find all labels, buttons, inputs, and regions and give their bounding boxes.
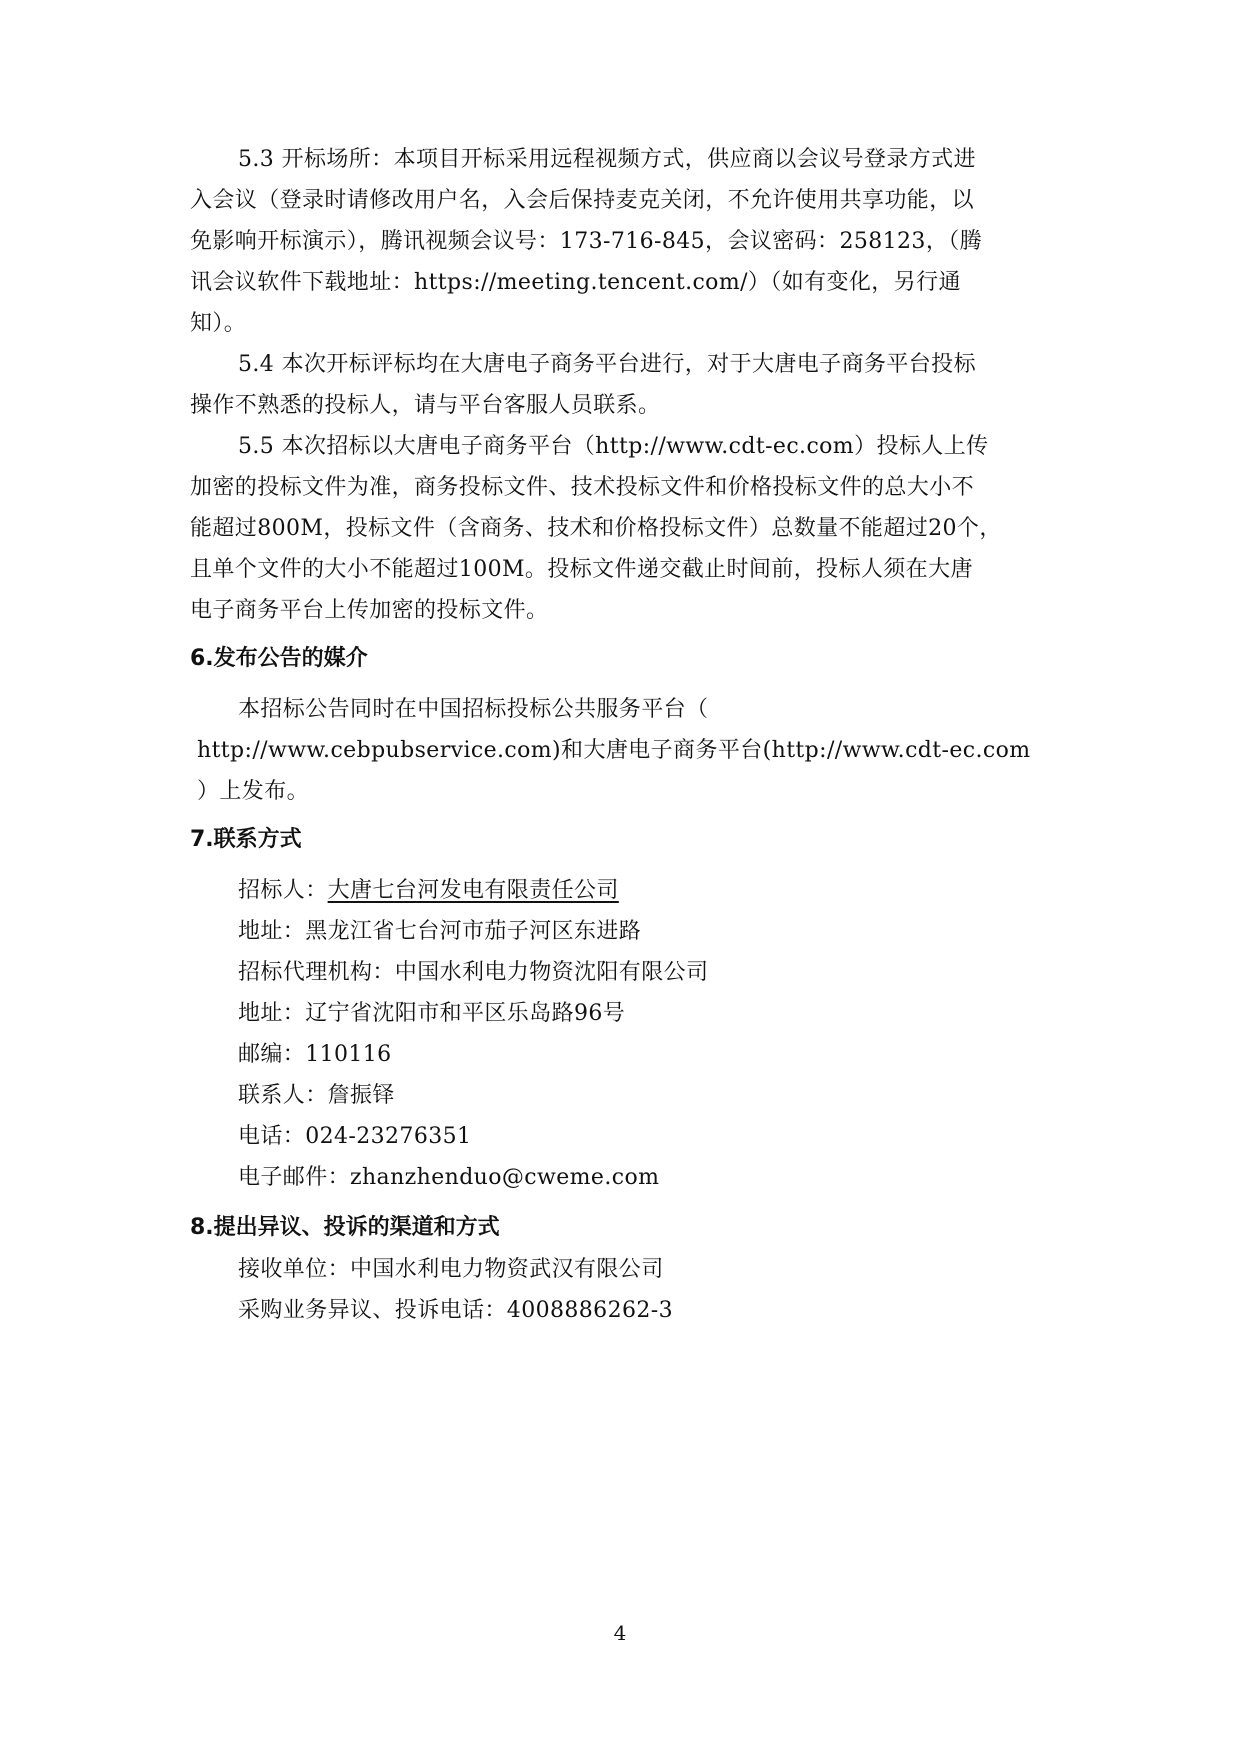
complaint-phone: 采购业务异议、投诉电话：4008886262-3 [238, 1298, 674, 1323]
tenderer-name: 大唐七台河发电有限责任公司 [327, 878, 619, 903]
agency-name: 招标代理机构：中国水利电力物资沈阳有限公司 [238, 960, 709, 985]
email-address: 电子邮件：zhanzhenduo@cweme.com [238, 1165, 660, 1190]
tenderer-line [238, 877, 619, 905]
section-6-line-3: ）上发布。 [197, 779, 310, 804]
postal-code: 邮编：110116 [238, 1042, 392, 1067]
agency-address: 地址：辽宁省沈阳市和平区乐岛路96号 [238, 1001, 626, 1026]
paragraph-5-5-line-4: 且单个文件的大小不能超过100M。投标文件递交截止时间前，投标人须在大唐 [190, 557, 973, 582]
paragraph-5-5-line-3: 能超过800M，投标文件（含商务、技术和价格投标文件）总数量不能超过20个， [190, 516, 1002, 541]
section-8-heading: 8.提出异议、投诉的渠道和方式 [190, 1215, 500, 1240]
paragraph-5-5-line-2: 加密的投标文件为准，商务投标文件、技术投标文件和价格投标文件的总大小不 [190, 475, 975, 500]
paragraph-5-4-line-1: 5.4 本次开标评标均在大唐电子商务平台进行，对于大唐电子商务平台投标 [238, 352, 976, 377]
paragraph-5-3-line-4: 讯会议软件下载地址：https://meeting.tencent.com/）（如有变化，另行通 [190, 270, 961, 295]
paragraph-5-3-line-3: 免影响开标演示），腾讯视频会议号：173-716-845，会议密码：258123，（腾 [190, 229, 983, 254]
paragraph-5-5-line-5: 电子商务平台上传加密的投标文件。 [190, 598, 549, 623]
paragraph-5-3-line-2: 入会议（登录时请修改用户名，入会后保持麦克关闭，不允许使用共享功能，以 [190, 188, 975, 213]
section-6-line-1: 本招标公告同时在中国招标投标公共服务平台（ [238, 697, 709, 722]
paragraph-5-3-line-5: 知）。 [190, 311, 247, 336]
paragraph-5-4-line-2: 操作不熟悉的投标人，请与平台客服人员联系。 [190, 393, 661, 418]
contact-person: 联系人：詹振铎 [238, 1083, 395, 1108]
page-number: 4 [613, 1621, 627, 1645]
complaint-receiver: 接收单位：中国水利电力物资武汉有限公司 [238, 1257, 664, 1282]
phone-number: 电话：024-23276351 [238, 1124, 472, 1149]
paragraph-5-5-line-1: 5.5 本次招标以大唐电子商务平台（http://www.cdt-ec.com）投标人上传 [238, 434, 989, 459]
tenderer-address: 地址：黑龙江省七台河市茄子河区东进路 [238, 919, 642, 944]
tenderer-label: 招标人： [238, 878, 328, 903]
section-6-heading: 6.发布公告的媒介 [190, 646, 368, 671]
section-6-line-2: http://www.cebpubservice.com)和大唐电子商务平台(http://www.cdt-ec.com [197, 738, 1031, 763]
section-7-heading: 7.联系方式 [190, 827, 302, 852]
paragraph-5-3-line-1: 5.3 开标场所：本项目开标采用远程视频方式，供应商以会议号登录方式进 [238, 147, 976, 172]
